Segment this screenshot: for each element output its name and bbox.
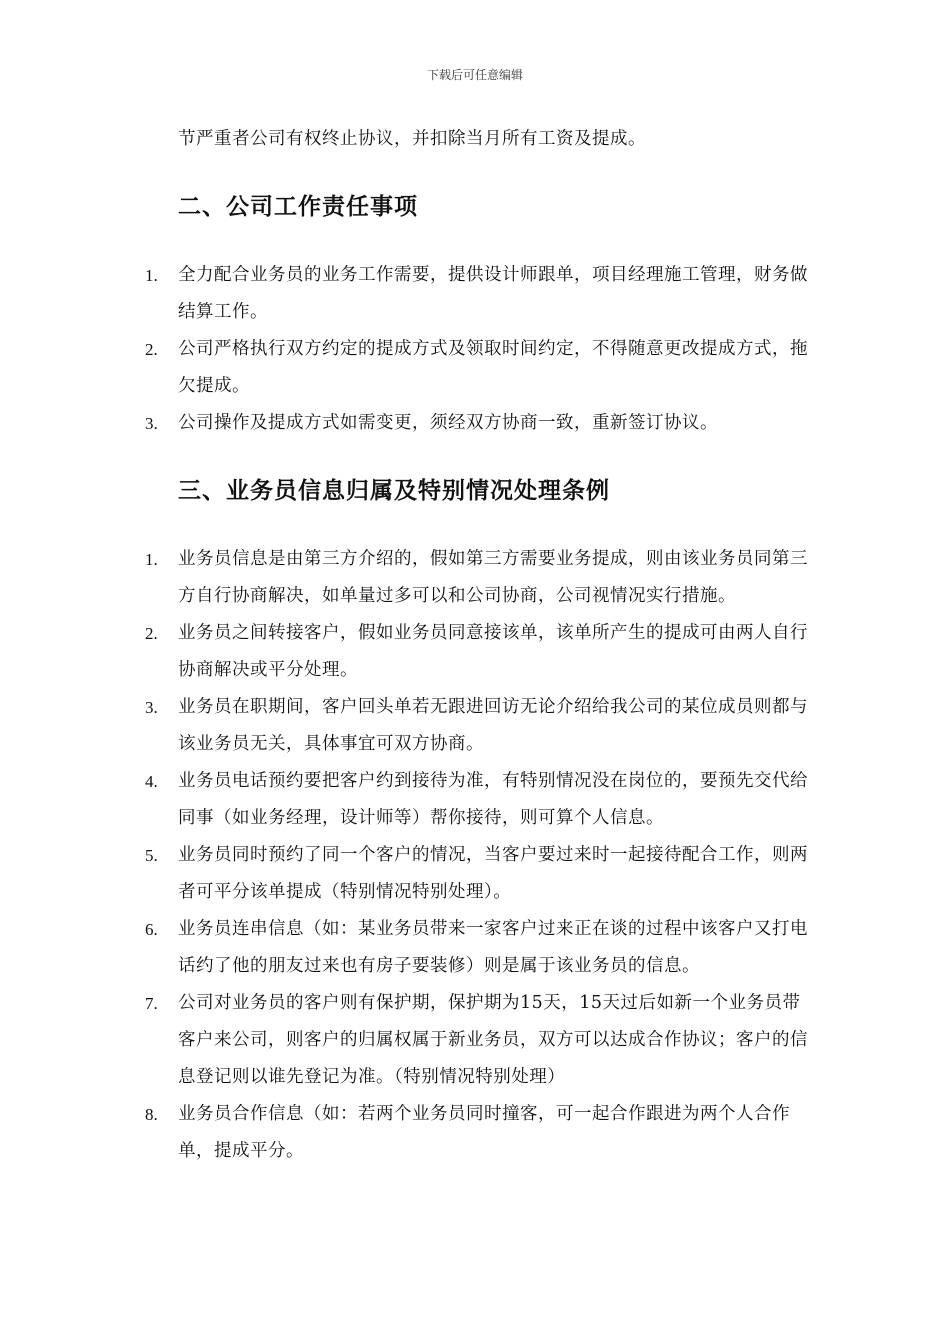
list-item-number: 3.	[145, 414, 158, 433]
list-item	[0, 257, 950, 331]
list-item-number: 5.	[145, 846, 158, 865]
list-item-number: 7.	[145, 994, 158, 1013]
list-item-text: 业务员在职期间，客户回头单若无跟进回访无论介绍给我公司的某位成员则都与该业务员无关，具体事宜可双方协商。	[178, 697, 808, 754]
header-note: 下载后可任意编辑	[426, 68, 523, 82]
list-item	[0, 1096, 950, 1170]
intro-tail-paragraph: 节严重者公司有权终止协议，并扣除当月所有工资及提成。	[178, 129, 646, 149]
list-item-number: 4.	[145, 772, 158, 791]
list-item	[0, 837, 950, 911]
list-item	[0, 985, 950, 1096]
list-item-text: 全力配合业务员的业务工作需要，提供设计师跟单，项目经理施工管理，财务做结算工作。	[178, 265, 808, 322]
list-item-text: 业务员之间转接客户，假如业务员同意接该单，该单所产生的提成可由两人自行协商解决或平分处理。	[178, 623, 808, 680]
section-3-heading: 三、业务员信息归属及特别情况处理条例	[178, 478, 610, 504]
list-item-number: 1.	[145, 266, 158, 285]
list-item	[0, 541, 950, 615]
list-item-text: 业务员连串信息（如：某业务员带来一家客户过来正在谈的过程中该客户又打电话约了他的朋友过来也有房子要装修）则是属于该业务员的信息。	[178, 919, 808, 976]
list-item-text: 业务员信息是由第三方介绍的，假如第三方需要业务提成，则由该业务员同第三方自行协商解决，如单量过多可以和公司协商，公司视情况实行措施。	[178, 549, 808, 606]
list-item-text: 公司严格执行双方约定的提成方式及领取时间约定，不得随意更改提成方式，拖欠提成。	[178, 339, 808, 396]
section-2-heading: 二、公司工作责任事项	[178, 194, 418, 220]
list-item	[0, 911, 950, 985]
list-item	[0, 331, 950, 405]
list-item-text: 业务员同时预约了同一个客户的情况，当客户要过来时一起接待配合工作，则两者可平分该单提成（特别情况特别处理）。	[178, 845, 808, 902]
list-item-number: 1.	[145, 550, 158, 569]
section-3-list	[0, 541, 950, 1170]
list-item-number: 2.	[145, 340, 158, 359]
list-item	[0, 615, 950, 689]
list-item-text: 业务员电话预约要把客户约到接待为准，有特别情况没在岗位的，要预先交代给同事（如业务经理，设计师等）帮你接待，则可算个人信息。	[178, 771, 808, 828]
list-item	[0, 689, 950, 763]
list-item-number: 8.	[145, 1105, 158, 1124]
list-item	[0, 763, 950, 837]
list-item-number: 3.	[145, 698, 158, 717]
list-item-text: 公司操作及提成方式如需变更，须经双方协商一致，重新签订协议。	[178, 413, 718, 433]
list-item-text: 业务员合作信息（如：若两个业务员同时撞客，可一起合作跟进为两个人合作单，提成平分。	[178, 1104, 790, 1161]
list-item	[0, 405, 950, 442]
list-item-number: 6.	[145, 920, 158, 939]
section-2-list	[0, 257, 950, 442]
list-item-number: 2.	[145, 624, 158, 643]
list-item-text: 公司对业务员的客户则有保护期，保护期为15天，15天过后如新一个业务员带客户来公司，则客户的归属权属于新业务员，双方可以达成合作协议；客户的信息登记则以谁先登记为准。（特别情况特别处理）	[178, 993, 808, 1087]
